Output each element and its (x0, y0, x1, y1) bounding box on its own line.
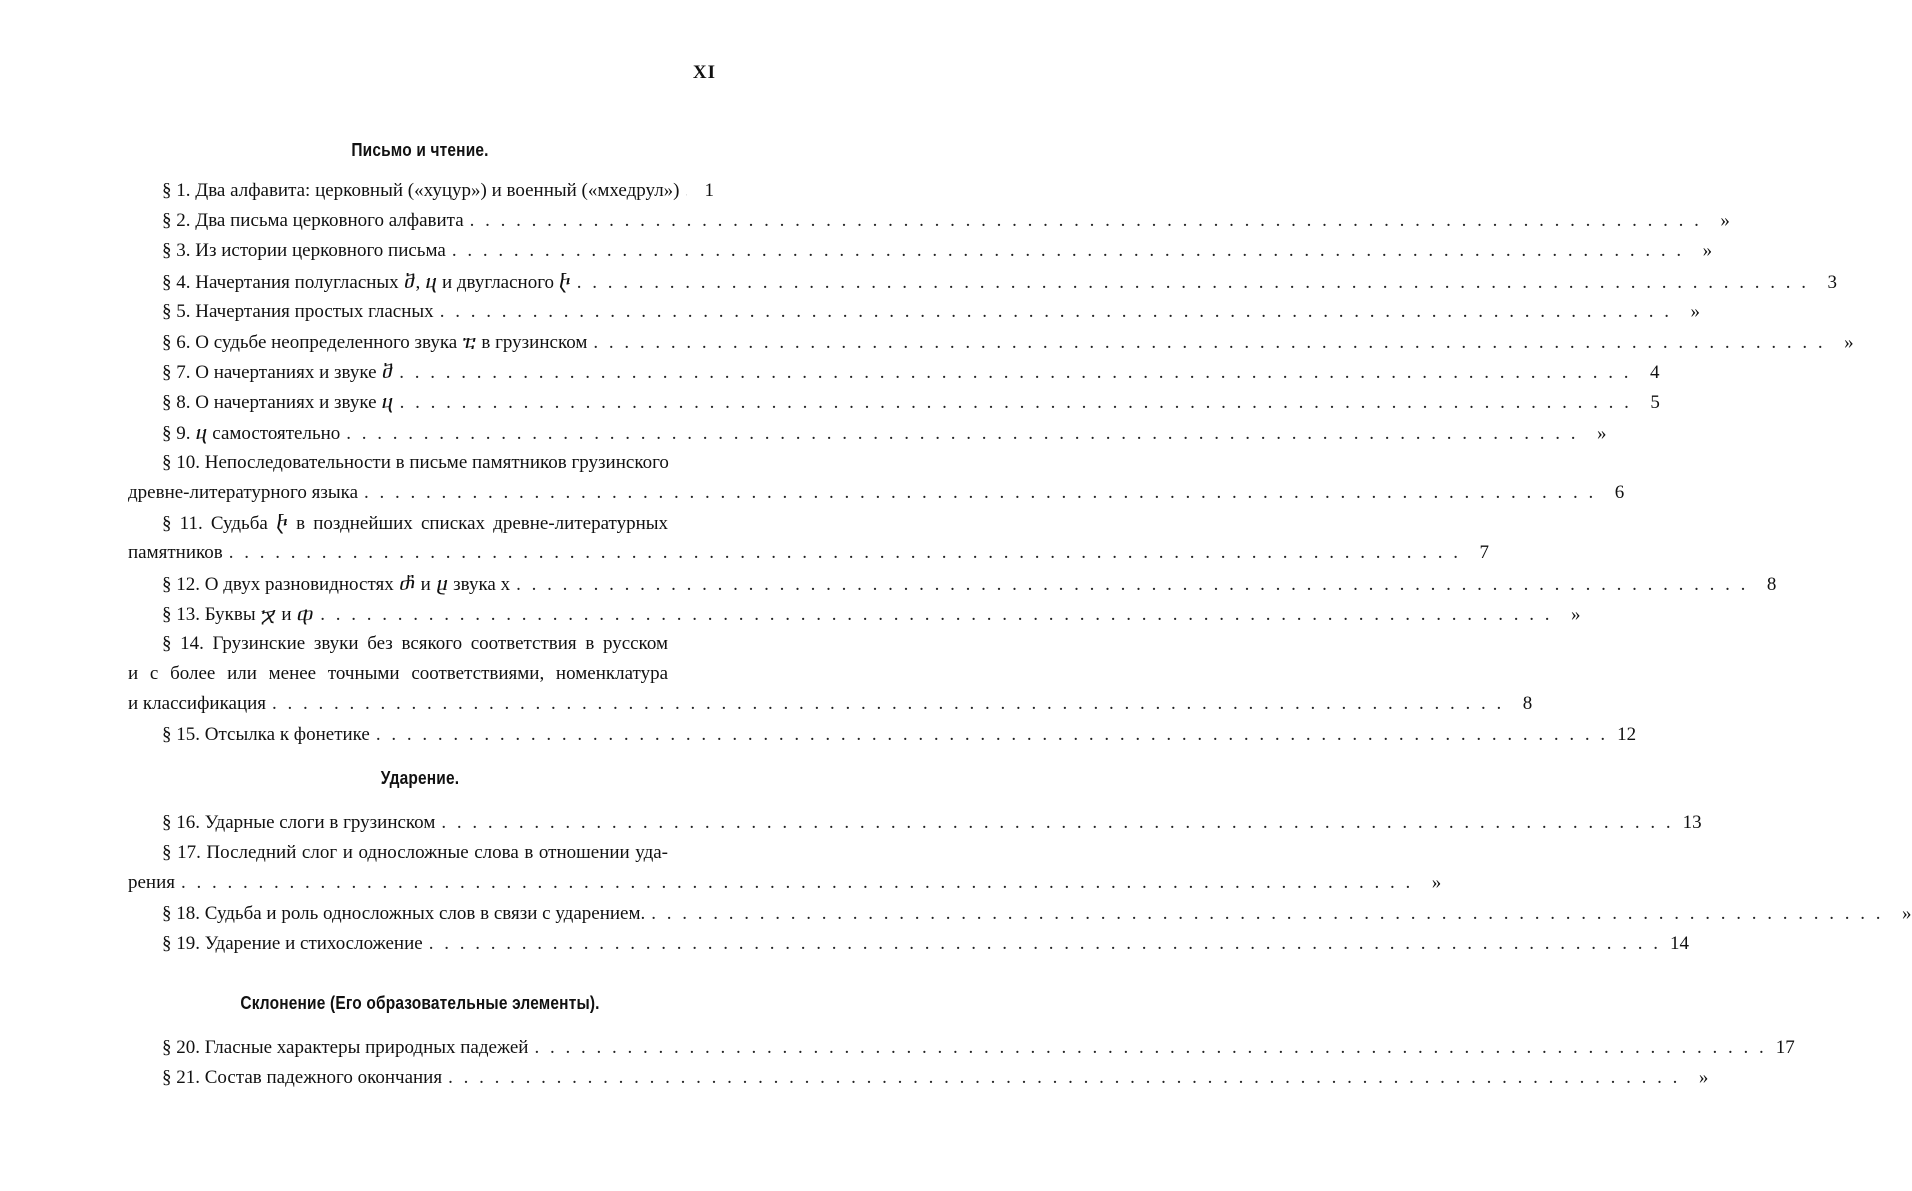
dot-leader: . . . . . . . . . . . . . . . . . . . . . . . . . . . . . . . . . . . . . . . . . . . . . . . . . . . . . . . . . . . . . . . . . . . . . . . . . . . . . . . . (439, 301, 1672, 322)
toc-entry-line (128, 482, 1625, 512)
dot-leader: . . . . . . . . . . . . . . . . . . . . . . . . . . . . . . . . . . . . . . . . . . . . . . . . . . . . . . . . . . . . . . . . . . . . . . . . . . . . . . . . (399, 392, 1632, 413)
entry-page-number: » (1431, 872, 1442, 893)
entry-text: § 5. Начертания простых гласных (162, 301, 434, 322)
entry-text: § 4. Начертания полугласных ⴋ, ⴗ и двугласного ⴡ (162, 272, 571, 293)
entry-page-number: 8 (1766, 574, 1777, 595)
entry-text: § 19. Ударение и стихосложение (162, 933, 423, 954)
entry-text: § 16. Ударные слоги в грузинском (162, 812, 436, 833)
dot-leader: . . . . . . . . . . . . . . . . . . . . . . . . . . . . . . . . . . . . . . . . . . . . . . . . . . . . . . . . . . . . . . . . . . . . . . . . . . . . . . . . (534, 1037, 1767, 1058)
dot-leader: . . . . . . . . . . . . . . . . . . . . . . . . . . . . . . . . . . . . . . . . . . . . . . . . . . . . . . . . . . . . . . . . . . . . . . . . . . . . . . . . (364, 482, 1597, 503)
entry-page-number: 12 (1617, 724, 1637, 745)
section-title: Ударение. (380, 768, 460, 788)
entry-page-number: » (1844, 332, 1854, 353)
dot-leader: . . . . . . . . . . . . . . . . . . . . . . . . . . . . . . . . . . . . . . . . . . . . . . . . . . . . . . . . . . . . . . . . . . . . . . . . . . . . . . . . (469, 210, 1702, 231)
toc-entry-line (162, 301, 1700, 331)
dot-leader: . . . . . . . . . . . . . . . . . . . . . . . . . . . . . . . . . . . . . . . . . . . . . . . . . . . . . . . . . . . . . . . . . . . . . . . . . . . . . . . . (516, 574, 1749, 595)
toc-entry-line (162, 842, 668, 872)
entry-page-number: 3 (1827, 272, 1838, 293)
toc-entry-line (162, 933, 1689, 963)
toc-entry-line (162, 422, 1607, 452)
toc-entry-line (162, 1067, 1709, 1097)
entry-page-number: » (1597, 423, 1607, 444)
toc-entry-line (162, 271, 1838, 301)
dot-leader: . . . . . . . . . . . . . . . . . . . . . . . . . . . . . . . . . . . . . . . . . . . . . . . . . . . . . . . . . . . . . . . . . . . . . . . . . . . . . . . . (651, 903, 1884, 924)
toc-entry-line (162, 512, 668, 542)
entry-text: и классификация (128, 693, 267, 714)
page-number: XI (692, 62, 716, 83)
entry-page-number: » (1702, 240, 1713, 261)
entry-text: § 1. Два алфавита: церковный («хуцур») и военный («мхедрул») (162, 180, 680, 201)
entry-text: § 21. Состав падежного окончания (162, 1067, 443, 1088)
dot-leader: . . . . . . . . . . . . . . . . . . . . . . . . . . . . . . . . . . . . . . . . . . . . . . . . . . . . . . . . . . . . . . . . . . . . . . . . . . . . . . . . (441, 812, 1674, 833)
dot-leader: . . . . . . . . . . . . . . . . . . . . . . . . . . . . . . . . . . . . . . . . . . . . . . . . . . . . . . . . . . . . . . . . . . . . . . . . . . . . . . . . (320, 604, 1553, 625)
entry-page-number: » (1690, 301, 1700, 322)
toc-entry-line (162, 603, 1581, 633)
toc-entry-line (162, 812, 1702, 842)
entry-text: рения (128, 872, 176, 893)
toc-entry-line (162, 210, 1730, 240)
entry-page-number: » (1902, 903, 1912, 924)
entry-page-number: » (1570, 604, 1581, 625)
dot-leader: . . . . . . . . . . . . . . . . . . . . . . . . . . . . . . . . . . . . . . . . . . . . . . . . . . . . . . . . . . . . . . . . . . . . . . . . . . . . . . . . (448, 1067, 1681, 1088)
toc-entry-line (162, 331, 1854, 361)
toc-entry-line (128, 693, 1533, 723)
entry-page-number: 4 (1650, 362, 1660, 383)
entry-text: § 7. О начертаниях и звуке ⴋ (162, 362, 394, 383)
entry-page-number: 6 (1614, 482, 1625, 503)
toc-entry-line (128, 663, 668, 693)
entry-page-number: » (1720, 210, 1730, 231)
entry-text: § 14. Грузинские звуки без всякого соответствия в русском (162, 633, 668, 654)
entry-text: § 10. Непоследовательности в письме памятников грузинского (162, 452, 669, 473)
entry-text: § 15. Отсылка к фонетике (162, 724, 370, 745)
toc-entry-line (162, 724, 1637, 754)
toc-entry-line (162, 240, 1713, 270)
entry-text: § 6. О судьбе неопределенного звука ⴀ в грузинском (162, 332, 588, 353)
entry-text: § 9. ⴗ самостоятельно (162, 423, 341, 444)
toc-entry-line (128, 542, 1489, 572)
dot-leader: . . . . . . . . . . . . . . . . . . . . . . . . . . . . . . . . . . . . . . . . . . . . . . . . . . . . . . . . . . . . . . . . . . . . . . . . . . . . . . . . (346, 423, 1579, 444)
toc-entry-line (162, 361, 1660, 391)
toc-entry-line (162, 903, 1912, 933)
dot-leader: . . . . . . . . . . . . . . . . . . . . . . . . . . . . . . . . . . . . . . . . . . . . . . . . . . . . . . . . . . . . . . . . . . . . . . . . . . . . . . . . (181, 872, 1414, 893)
entry-page-number: 13 (1682, 812, 1702, 833)
toc-entry-line (162, 633, 668, 663)
entry-page-number: 14 (1669, 933, 1689, 954)
section-title: Письмо и чтение. (351, 140, 489, 160)
entry-text: § 17. Последний слог и односложные слова в отношении уда- (162, 842, 668, 863)
entry-text: § 11. Судьба ⴡ в позднейших списках древне-литературных (162, 513, 668, 534)
entry-text: древне-литературного языка (128, 482, 359, 503)
entry-page-number: » (1698, 1067, 1709, 1088)
toc-entry-line (128, 872, 1442, 902)
entry-text: § 18. Судьба и роль односложных слов в связи с ударением. (162, 903, 646, 924)
dot-leader: . . . . . . . . . . . . . . . . . . . . . . . . . . . . . . . . . . . . . . . . . . . . . . . . . . . . . . . . . . . . . . . . . . . . . . . . . . . . . . . . (593, 332, 1826, 353)
entry-text: памятников (128, 542, 223, 563)
entry-text: и с более или менее точными соответствиями, номенклатура (128, 663, 668, 684)
dot-leader: . . . . . . . . . . . . . . . . . . . . . . . . . . . . . . . . . . . . . . . . . . . . . . . . . . . . . . . . . . . . . . . . . . . . . . . . . . . . . . . . (451, 240, 1685, 261)
entry-text: § 20. Гласные характеры природных падежей (162, 1037, 529, 1058)
entry-page-number: 5 (1650, 392, 1660, 413)
toc-entry-line (162, 180, 714, 210)
entry-text: § 12. О двух разновидностях ⴥ и ⴞ звука х (162, 574, 511, 595)
entry-page-number: 1 (704, 180, 714, 201)
toc-entry-line (162, 452, 668, 482)
toc-entry-line (162, 391, 1660, 421)
dot-leader: . . . . . . . . . . . . . . . . . . . . . . . . . . . . . . . . . . . . . . . . . . . . . . . . . . . . . . . . . . . . . . . . . . . . . . . . . . . . . . . . (399, 362, 1632, 383)
dot-leader: . . . . . . . . . . . . . . . . . . . . . . . . . . . . . . . . . . . . . . . . . . . . . . . . . . . . . . . . . . . . . . . . . . . . . . . . . . . . . . . . (228, 542, 1461, 563)
dot-leader: . . . . . . . . . . . . . . . . . . . . . . . . . . . . . . . . . . . . . . . . . . . . . . . . . . . . . . . . . . . . . . . . . . . . . . . . . . . . . . . . (576, 272, 1810, 293)
entry-text: § 13. Буквы ⴟ и ⴔ (162, 604, 315, 625)
entry-page-number: 17 (1775, 1037, 1795, 1058)
entry-text: § 8. О начертаниях и звуке ⴗ (162, 392, 394, 413)
dot-leader: . . . . . . . . . . . . . . . . . . . . . . . . . . . . . . . . . . . . . . . . . . . . . . . . . . . . . . . . . . . . . . . . . . . . . . . . . . . . . . . . (428, 933, 1661, 954)
section-title: Склонение (Его образовательные элементы). (240, 993, 600, 1013)
entry-text: § 3. Из истории церковного письма (162, 240, 446, 261)
dot-leader: . . . . . . . . . . . . . . . . . . . . . . . . . . . . . . . . . . . . . . . . . . . . . . . . . . . . . . . . . . . . . . . . . . . . . . . . . . . . . . . . (272, 693, 1505, 714)
entry-text: § 2. Два письма церковного алфавита (162, 210, 464, 231)
entry-page-number: 8 (1522, 693, 1533, 714)
toc-entry-line (162, 573, 1777, 603)
toc-entry-line (162, 1037, 1795, 1067)
dot-leader: . . . . . . . . . . . . . . . . . . . . . . . . . . . . . . . . . . . . . . . . . . . . . . . . . . . . . . . . . . . . . . . . . . . . . . . . . . . . . . . . (375, 724, 1609, 745)
entry-page-number: 7 (1479, 542, 1489, 563)
